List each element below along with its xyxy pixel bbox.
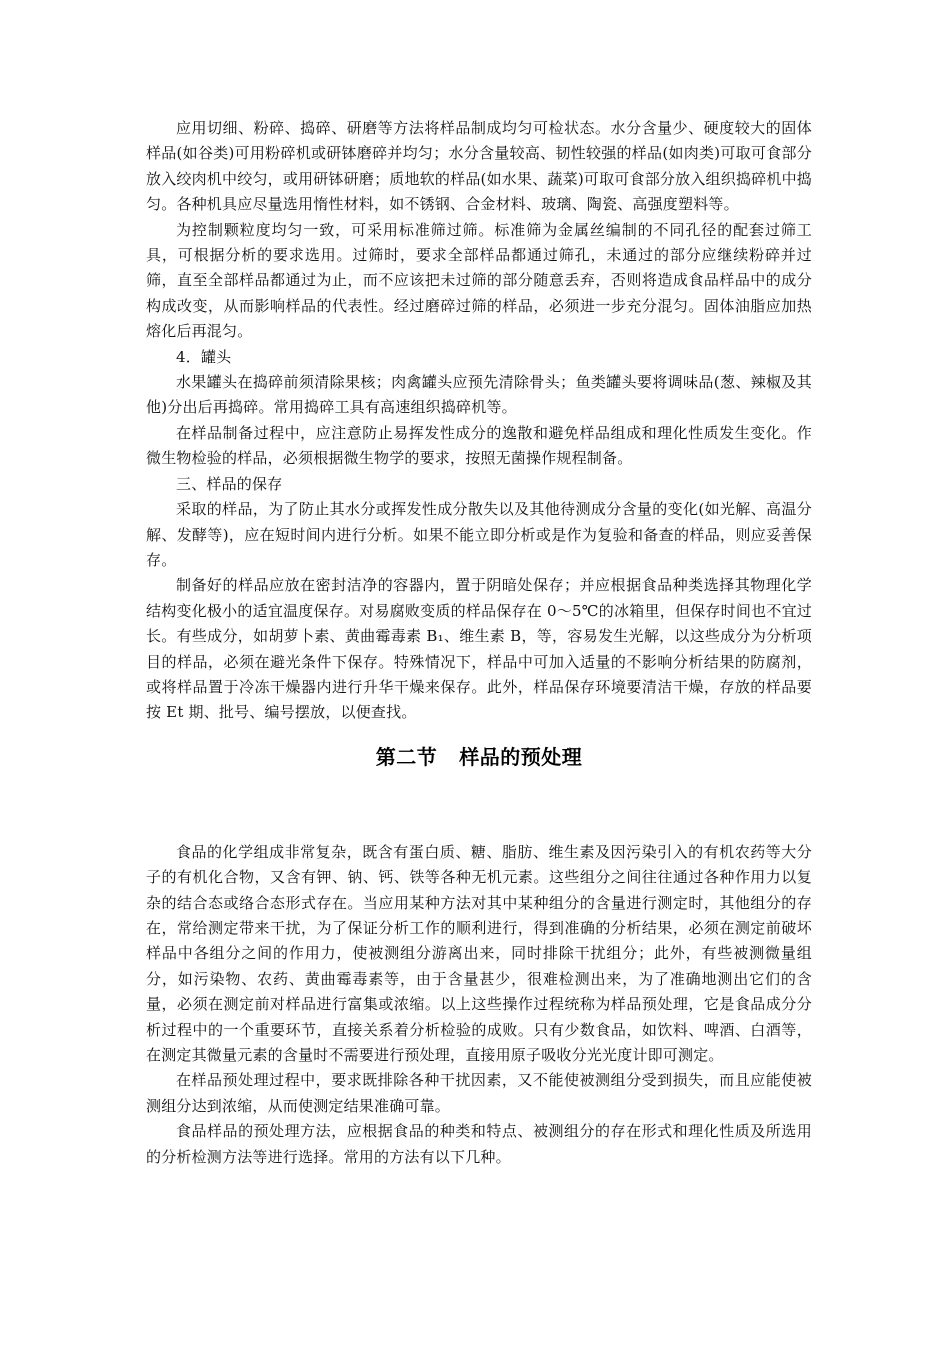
paragraph-canned-food: 水果罐头在捣碎前须清除果核；肉禽罐头应预先清除骨头；鱼类罐头要将调味品(葱、辣椒及其他)分出后再捣碎。常用捣碎工具有高速组织捣碎机等。 [146,373,812,417]
paragraph-storage-timing: 采取的样品，为了防止其水分或挥发性成分散失以及其他待测成分含量的变化(如光解、高温分解、发酵等)，应在短时间内进行分析。如果不能立即分析或是作为复验和备查的样品，则应妥善保存。 [146,500,812,569]
subheading-canned-food: 4．罐头 [176,347,232,366]
paragraph-pretreatment-requirements: 在样品预处理过程中，要求既排除各种干扰因素，又不能使被测组分受到损失，而且应能使被测组分达到浓缩，从而使测定结果准确可靠。 [146,1071,812,1115]
paragraph-pretreatment-methods: 食品样品的预处理方法，应根据食品的种类和特点、被测组分的存在形式和理化性质及所选用的分析检测方法等进行选择。常用的方法有以下几种。 [146,1122,812,1166]
subheading-sample-storage: 三、样品的保存 [176,474,283,493]
document-page [146,116,812,1170]
section-name: 样品的预处理 [459,744,583,769]
paragraph-grinding-methods: 应用切细、粉碎、捣碎、研磨等方法将样品制成均匀可检状态。水分含量少、硬度较大的固体样品(如谷类)可用粉碎机或研钵磨碎并均匀；水分含量较高、韧性较强的样品(如肉类)可取可食部分放入绞肉机中绞匀，或用研钵研磨；质地软的样品(如水果、蔬菜)可取可食部分放入组织捣碎机中捣匀。各种机具应尽量选用惰性材料，如不锈钢、合金材料、玻璃、陶瓷、高强度塑料等。 [146,119,812,214]
paragraph-pretreatment-intro: 食品的化学组成非常复杂，既含有蛋白质、糖、脂肪、维生素及因污染引入的有机农药等大分子的有机化合物，又含有钾、钠、钙、铁等各种无机元素。这些组分之间往往通过各种作用力以复杂的结合态或络合态形式存在。当应用某种方法对其中某种组分的含量进行测定时，其他组分的存在，常给测定带来干扰，为了保证分析工作的顺利进行，得到准确的分析结果，必须在测定前破坏样品中各组分之间的作用力，使被测组分游离出来，同时排除干扰组分；此外，有些被测微量组分，如污染物、农药、黄曲霉毒素等，由于含量甚少，很难检测出来，为了准确地测出它们的含量，必须在测定前对样品进行富集或浓缩。以上这些操作过程统称为样品预处理，它是食品成分分析过程中的一个重要环节，直接关系着分析检验的成败。只有少数食品，如饮料、啤酒、白酒等，在测定其微量元素的含量时不需要进行预处理，直接用原子吸收分光光度计即可测定。 [146,842,812,1064]
section-title [146,726,812,840]
paragraph-storage-conditions: 制备好的样品应放在密封洁净的容器内，置于阴暗处保存；并应根据食品种类选择其物理化学结构变化极小的适宜温度保存。对易腐败变质的样品保存在 0～5℃的冰箱里，但保存时间也不宜过长。有些成分，如胡萝卜素、黄曲霉毒素 B₁、维生素 B，等，容易发生光解，以这些成分为分析项目的样品，必须在避光条件下保存。特殊情况下，样品中可加入适量的不影响分析结果的防腐剂，或将样品置于冷冻干燥器内进行升华干燥来保存。此外，样品保存环境要清洁干燥，存放的样品要按 Et 期、批号、编号摆放，以便查找。 [146,576,812,722]
paragraph-preparation-notes: 在样品制备过程中，应注意防止易挥发性成分的逸散和避免样品组成和理化性质发生变化。作微生物检验的样品，必须根据微生物学的要求，按照无菌操作规程制备。 [146,423,812,468]
section-number: 第二节 [375,744,438,769]
paragraph-sieving: 为控制颗粒度均匀一致，可采用标准筛过筛。标准筛为金属丝编制的不同孔径的配套过筛工具，可根据分析的要求选用。过筛时，要求全部样品都通过筛孔，未通过的部分应继续粉碎并过筛，直至全部样品都通过为止，而不应该把未过筛的部分随意丢弃，否则将造成食品样品中的成分构成改变，从而影响样品的代表性。经过磨碎过筛的样品，必须进一步充分混匀。固体油脂应加热熔化后再混匀。 [146,220,812,341]
